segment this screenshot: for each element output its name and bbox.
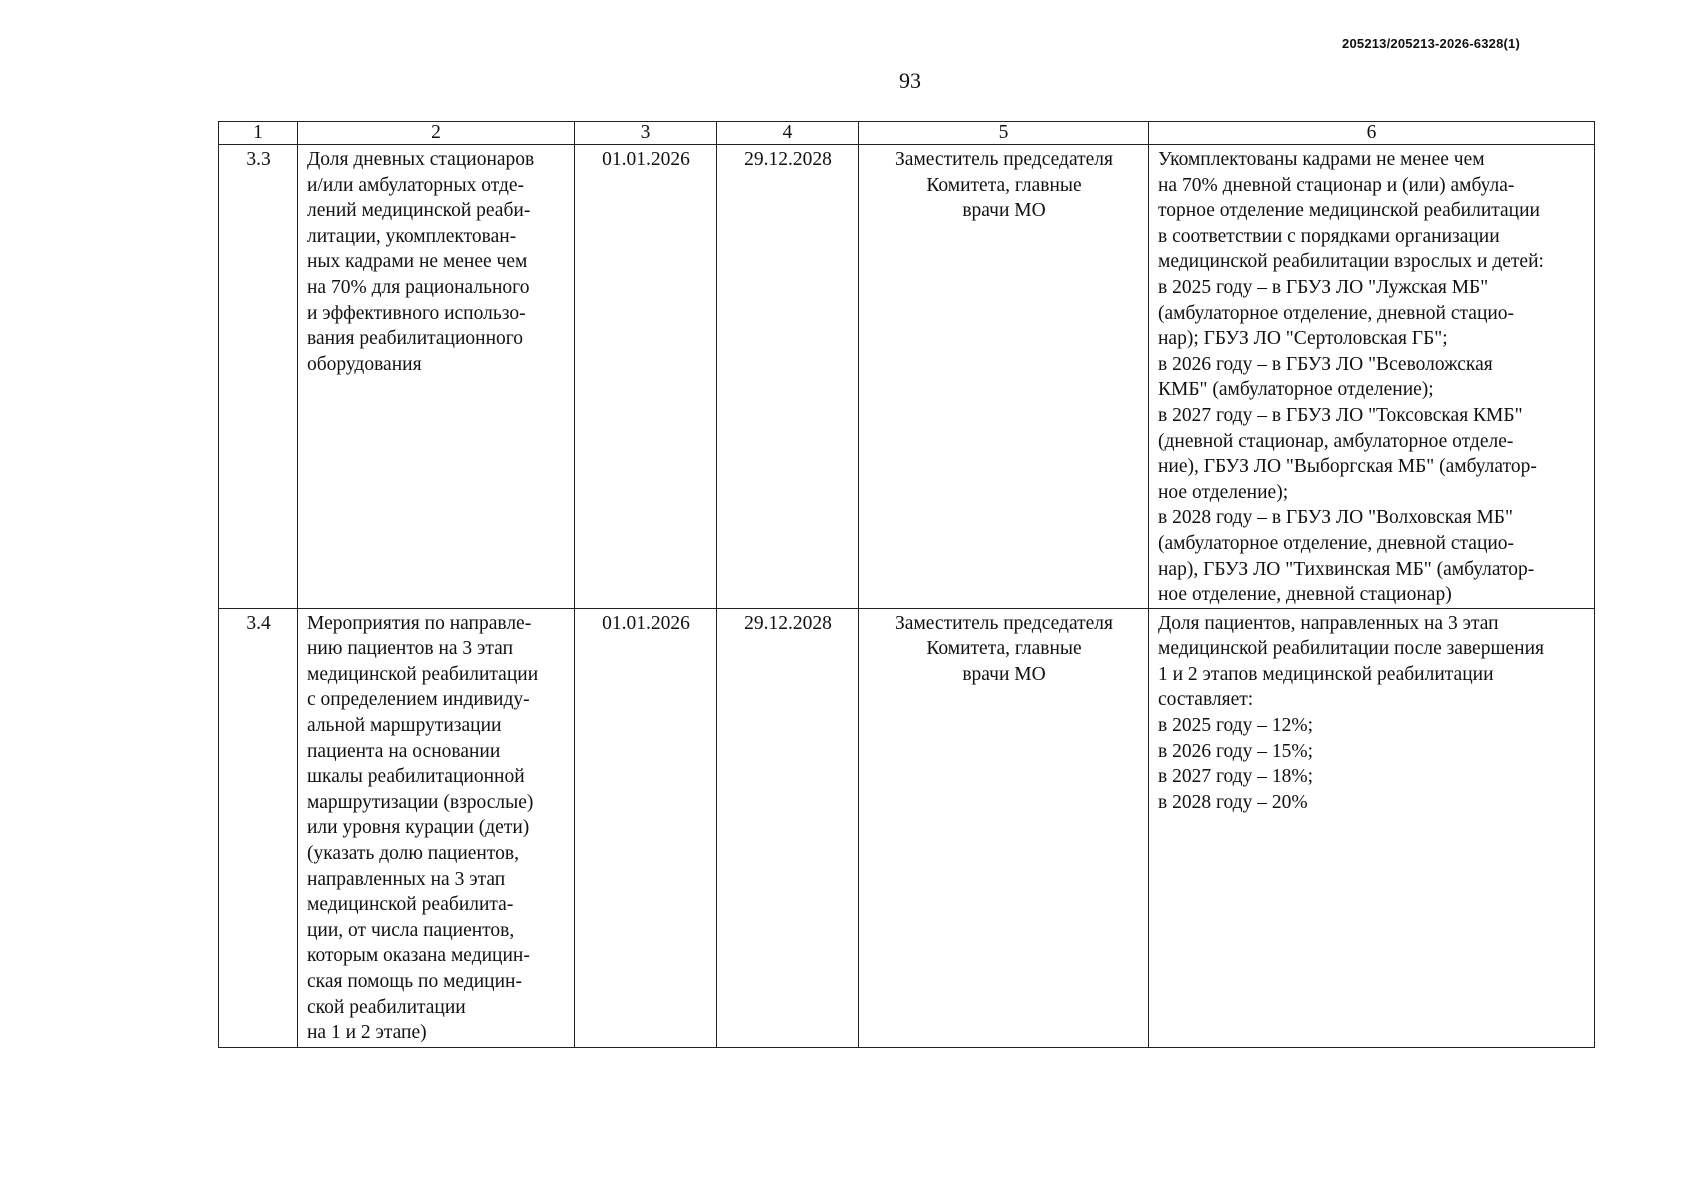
column-header-1: 1 — [219, 122, 298, 145]
table-row — [219, 145, 1595, 609]
cell-text-line: врачи МО — [962, 200, 1046, 222]
cell-text-line: оборудования — [307, 353, 422, 375]
cell-text-line: КМБ" (амбулаторное отделение); — [1158, 379, 1434, 401]
row-start-date: 01.01.2026 — [575, 145, 717, 609]
cell-text-line: в 2025 году – 12%; — [1158, 715, 1313, 737]
cell-text-line: нию пациентов на 3 этап — [307, 638, 514, 660]
cell-text-line: маршрутизации (взрослые) — [307, 791, 534, 813]
cell-text-line: (дневной стационар, амбулаторное отделе- — [1158, 430, 1514, 452]
cell-text-line: Заместитель председателя — [895, 149, 1113, 170]
cell-text-line: вания реабилитационного — [307, 328, 524, 350]
column-header-6: 6 — [1149, 122, 1595, 145]
cell-text-line: Мероприятия по направле- — [307, 612, 532, 634]
cell-text-line: в 2028 году – в ГБУЗ ЛО "Волховская МБ" — [1158, 507, 1513, 529]
cell-text-line: и/или амбулаторных отде- — [307, 174, 525, 196]
cell-text-line: в 2028 году – 20% — [1158, 791, 1308, 813]
table-header-row — [219, 122, 1595, 145]
row-result — [1149, 145, 1595, 609]
cell-text-line: альной маршрутизации — [307, 715, 502, 737]
cell-text-line: на 1 и 2 этапе) — [307, 1022, 427, 1044]
cell-text-line: Комитета, главные — [926, 174, 1082, 196]
cell-text-line: пациента на основании — [307, 740, 501, 762]
row-number: 3.3 — [219, 145, 298, 609]
row-result — [1149, 608, 1595, 1047]
cell-text-line: нар), ГБУЗ ЛО "Тихвинская МБ" (амбулатор- — [1158, 558, 1535, 580]
cell-text-line: в 2026 году – в ГБУЗ ЛО "Всеволожская — [1158, 353, 1493, 375]
row-description — [298, 145, 575, 609]
cell-text-line: или уровня курации (дети) — [307, 817, 530, 839]
cell-text-line: ской реабилитации — [307, 996, 466, 1018]
measures-table — [218, 121, 1595, 1048]
cell-text-line: Доля дневных стационаров — [307, 149, 535, 170]
cell-text-line: литации, укомплектован- — [307, 225, 517, 247]
cell-text-line: медицинской реабилита- — [307, 894, 514, 916]
cell-text-line: медицинской реабилитации после завершения — [1158, 638, 1544, 660]
row-end-date: 29.12.2028 — [717, 145, 859, 609]
cell-text-line: нар); ГБУЗ ЛО "Сертоловская ГБ"; — [1158, 328, 1448, 350]
column-header-4: 4 — [717, 122, 859, 145]
row-responsible — [859, 608, 1149, 1047]
cell-text-line: в 2025 году – в ГБУЗ ЛО "Лужская МБ" — [1158, 276, 1489, 298]
document-id: 205213/205213-2026-6328(1) — [1342, 36, 1520, 51]
cell-text-line: торное отделение медицинской реабилитации — [1158, 200, 1540, 222]
cell-text-line: ции, от числа пациентов, — [307, 919, 515, 941]
row-number: 3.4 — [219, 608, 298, 1047]
cell-text-line: в 2026 году – 15%; — [1158, 740, 1313, 762]
cell-text-line: в 2027 году – в ГБУЗ ЛО "Токсовская КМБ" — [1158, 404, 1523, 426]
cell-text-line: врачи МО — [962, 663, 1046, 685]
cell-text-line: в соответствии с порядками организации — [1158, 225, 1500, 247]
cell-text-line: медицинской реабилитации взрослых и детей: — [1158, 251, 1544, 273]
cell-text-line: (амбулаторное отделение, дневной стацио- — [1158, 302, 1515, 324]
row-responsible — [859, 145, 1149, 609]
cell-text-line: 1 и 2 этапов медицинской реабилитации — [1158, 663, 1494, 685]
cell-text-line: ное отделение); — [1158, 481, 1289, 503]
cell-text-line: ное отделение, дневной стационар) — [1158, 584, 1452, 606]
cell-text-line: на 70% для рационального — [307, 276, 530, 298]
cell-text-line: медицинской реабилитации — [307, 663, 539, 685]
table-row — [219, 608, 1595, 1047]
column-header-2: 2 — [298, 122, 575, 145]
column-header-5: 5 — [859, 122, 1149, 145]
cell-text-line: направленных на 3 этап — [307, 868, 506, 890]
row-start-date: 01.01.2026 — [575, 608, 717, 1047]
cell-text-line: ние), ГБУЗ ЛО "Выборгская МБ" (амбулатор- — [1158, 456, 1537, 478]
page-number: 93 — [899, 68, 921, 93]
row-description — [298, 608, 575, 1047]
cell-text-line: которым оказана медицин- — [307, 945, 530, 967]
cell-text-line: и эффективного использо- — [307, 302, 526, 324]
cell-text-line: Заместитель председателя — [895, 612, 1113, 634]
cell-text-line: Доля пациентов, направленных на 3 этап — [1158, 612, 1499, 634]
cell-text-line: на 70% дневной стационар и (или) амбула- — [1158, 174, 1515, 196]
cell-text-line: в 2027 году – 18%; — [1158, 766, 1313, 788]
cell-text-line: Комитета, главные — [926, 638, 1082, 660]
column-header-3: 3 — [575, 122, 717, 145]
cell-text-line: составляет: — [1158, 689, 1254, 711]
cell-text-line: шкалы реабилитационной — [307, 766, 525, 788]
cell-text-line: ская помощь по медицин- — [307, 971, 522, 992]
cell-text-line: с определением индивиду- — [307, 689, 530, 711]
row-end-date: 29.12.2028 — [717, 608, 859, 1047]
cell-text-line: Укомплектованы кадрами не менее чем — [1158, 149, 1485, 170]
cell-text-line: (указать долю пациентов, — [307, 843, 519, 865]
cell-text-line: ных кадрами не менее чем — [307, 251, 528, 273]
cell-text-line: (амбулаторное отделение, дневной стацио- — [1158, 532, 1515, 554]
cell-text-line: лений медицинской реаби- — [307, 200, 531, 222]
